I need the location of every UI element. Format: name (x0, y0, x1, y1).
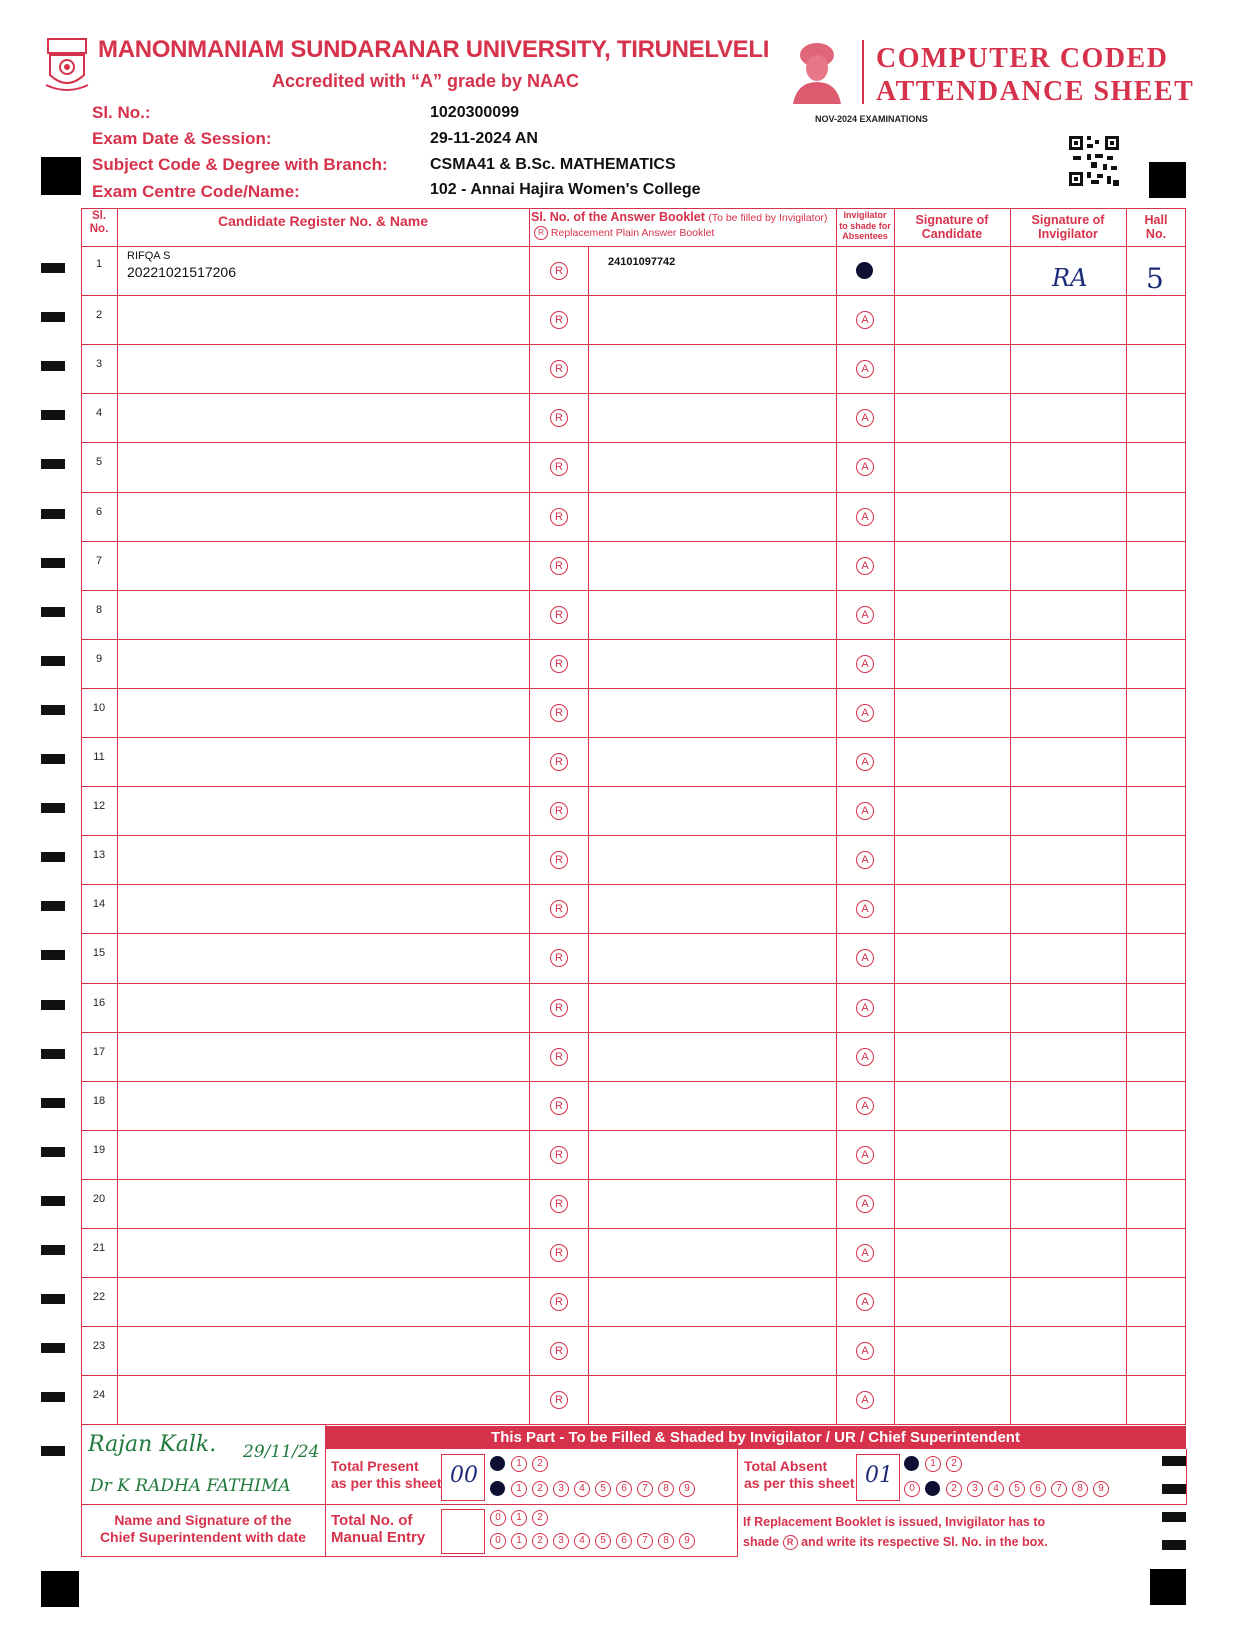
subject-label: Subject Code & Degree with Branch: (92, 155, 388, 174)
row-divider (81, 1130, 1186, 1131)
superintendent-signature: Rajan Kalk. (88, 1432, 217, 1457)
manual-digit-bubble[interactable]: 9 (679, 1533, 695, 1549)
invigilator-signature: RA (1052, 264, 1088, 292)
present-digit-bubble[interactable]: 4 (574, 1481, 590, 1497)
candidate-register-no: 20221021517206 (127, 264, 237, 280)
sheet-title: COMPUTER CODED ATTENDANCE SHEET (876, 43, 1195, 107)
row-number: 21 (92, 1242, 106, 1254)
row-divider (81, 1375, 1186, 1376)
absent-digit-bubble-filled[interactable] (904, 1456, 919, 1471)
timing-mark (41, 1245, 65, 1255)
replacement-bubble[interactable]: R (550, 508, 568, 526)
replacement-bubble[interactable]: R (550, 1097, 568, 1115)
manual-digit-bubble[interactable]: 1 (511, 1533, 527, 1549)
manual-digit-bubble[interactable]: 7 (637, 1533, 653, 1549)
absent-bubble[interactable]: A (856, 360, 874, 378)
row-number: 13 (92, 849, 106, 862)
timing-mark (1162, 1456, 1186, 1466)
replacement-bubble[interactable]: R (550, 900, 568, 918)
absent-bubble[interactable]: A (856, 458, 874, 476)
present-digit-bubble[interactable]: 9 (679, 1481, 695, 1497)
replacement-bubble[interactable]: R (550, 606, 568, 624)
manual-digit-bubble[interactable]: 3 (553, 1533, 569, 1549)
row-divider (81, 590, 1186, 591)
row-divider (81, 295, 1186, 296)
absent-bubble[interactable]: A (856, 802, 874, 820)
row-number: 2 (95, 309, 103, 322)
bottom-frame (1186, 1449, 1187, 1505)
row-divider (81, 1081, 1186, 1082)
row-number: 20 (92, 1192, 106, 1205)
row-divider (81, 1326, 1186, 1327)
col-header-candidate: Candidate Register No. & Name (217, 213, 429, 229)
present-digit-bubble[interactable]: 1 (511, 1481, 527, 1497)
present-digit-bubble[interactable]: 2 (532, 1456, 548, 1472)
row-number: 23 (92, 1340, 106, 1353)
bottom-frame (325, 1425, 326, 1557)
absent-bubble[interactable]: A (856, 1048, 874, 1066)
timing-mark (41, 705, 65, 715)
absent-bubble[interactable]: A (856, 1195, 874, 1213)
timing-mark (41, 312, 65, 322)
replacement-bubble[interactable]: R (550, 1293, 568, 1311)
replacement-bubble[interactable]: R (550, 1195, 568, 1213)
timing-mark (41, 656, 65, 666)
row-divider (81, 541, 1186, 542)
timing-mark (41, 410, 65, 420)
col-divider (894, 208, 895, 1425)
timing-mark (41, 754, 65, 764)
col-header-signature-candidate: Signature of Candidate (915, 213, 989, 241)
absent-bubble[interactable]: A (856, 1097, 874, 1115)
replacement-bubble[interactable]: R (550, 655, 568, 673)
col-header-hall: Hall No. (1144, 213, 1168, 241)
absent-bubble[interactable]: A (856, 1244, 874, 1262)
row-divider (81, 344, 1186, 345)
row-number: 19 (92, 1143, 106, 1156)
registration-mark (1150, 1569, 1186, 1605)
row-divider (81, 884, 1186, 885)
subject-value: CSMA41 & B.Sc. MATHEMATICS (430, 156, 676, 173)
absent-bubble[interactable]: A (856, 557, 874, 575)
replacement-bubble[interactable]: R (550, 999, 568, 1017)
timing-mark (41, 1098, 65, 1108)
timing-mark (41, 1196, 65, 1206)
bottom-banner: This Part - To be Filled & Shaded by Invigilator / UR / Chief Superintendent (325, 1426, 1186, 1449)
row-divider (81, 1179, 1186, 1180)
replacement-bubble[interactable]: R (550, 458, 568, 476)
absent-digit-bubble[interactable]: 4 (988, 1481, 1004, 1497)
bottom-frame (81, 1504, 1186, 1505)
manual-digit-bubble[interactable]: 0 (490, 1510, 506, 1526)
row-number: 12 (92, 800, 106, 813)
row-divider (81, 1228, 1186, 1229)
absent-digit-bubble[interactable]: 3 (967, 1481, 983, 1497)
absent-bubble[interactable]: A (856, 1293, 874, 1311)
col-divider (529, 208, 530, 1425)
row-divider (81, 688, 1186, 689)
row-number: 4 (95, 407, 103, 420)
absent-bubble[interactable]: A (856, 851, 874, 869)
row-divider (81, 393, 1186, 394)
replacement-bubble[interactable]: R (550, 1342, 568, 1360)
university-name: MANONMANIAM SUNDARANAR UNIVERSITY, TIRUNELVELI (98, 36, 770, 63)
centre-label: Exam Centre Code/Name: (92, 182, 300, 201)
row-number: 14 (92, 898, 106, 911)
timing-mark (41, 607, 65, 617)
sl-no-value: 1020300099 (430, 104, 519, 121)
timing-mark (41, 1000, 65, 1010)
replacement-bubble[interactable]: R (550, 1048, 568, 1066)
timing-mark (1162, 1512, 1186, 1522)
col-divider (1126, 208, 1127, 1425)
manual-digit-bubble[interactable]: 1 (511, 1510, 527, 1526)
replacement-icon: R (783, 1535, 798, 1550)
row-divider (81, 786, 1186, 787)
absent-bubble[interactable]: A (856, 606, 874, 624)
replacement-bubble[interactable]: R (550, 753, 568, 771)
present-digit-bubble[interactable]: 8 (658, 1481, 674, 1497)
bottom-frame (81, 1556, 738, 1557)
absent-bubble[interactable]: A (856, 508, 874, 526)
exam-date-value: 29-11-2024 AN (430, 130, 538, 147)
timing-mark (41, 263, 65, 273)
row-divider (81, 639, 1186, 640)
replacement-bubble[interactable]: R (550, 1391, 568, 1409)
exam-date-label: Exam Date & Session: (92, 129, 272, 148)
row-divider (81, 835, 1186, 836)
manual-digit-bubble[interactable]: 5 (595, 1533, 611, 1549)
absent-digit-bubble[interactable]: 5 (1009, 1481, 1025, 1497)
absent-bubble[interactable]: A (856, 1146, 874, 1164)
absent-bubble[interactable]: A (856, 949, 874, 967)
row-number: 17 (92, 1045, 106, 1058)
replacement-bubble[interactable]: R (550, 949, 568, 967)
col-divider (836, 208, 837, 1425)
absent-digit-bubble[interactable]: 7 (1051, 1481, 1067, 1497)
timing-mark (41, 1343, 65, 1353)
booklet-subheader: R Replacement Plain Answer Booklet (534, 226, 714, 240)
replacement-bubble[interactable]: R (550, 802, 568, 820)
row-number: 3 (95, 358, 103, 371)
superintendent-name: Dr K RADHA FATHIMA (90, 1476, 291, 1496)
sl-no-label: Sl. No.: (92, 103, 151, 122)
row-divider (81, 1277, 1186, 1278)
row-divider (81, 492, 1186, 493)
replacement-bubble[interactable]: R (550, 1244, 568, 1262)
absent-digit-bubble[interactable]: 0 (904, 1481, 920, 1497)
absent-bubble[interactable]: A (856, 999, 874, 1017)
row-number: 7 (95, 554, 103, 567)
row-number: 9 (95, 652, 103, 665)
col-header-sl: Sl. No. (89, 210, 109, 235)
timing-mark (41, 361, 65, 371)
candidate-name: RIFQA S (127, 250, 171, 262)
row-number: 8 (95, 603, 103, 616)
absent-bubble[interactable]: A (856, 1342, 874, 1360)
row-number: 10 (92, 701, 106, 714)
absent-digit-bubble[interactable]: 9 (1093, 1481, 1109, 1497)
row-divider (81, 933, 1186, 934)
row-number: 22 (92, 1291, 106, 1304)
timing-mark (41, 1446, 65, 1456)
timing-mark (41, 950, 65, 960)
row-divider (81, 442, 1186, 443)
col-header-invigilator-absent: Invigilator to shade for Absentees (839, 210, 891, 241)
manual-entry-label: Total No. of Manual Entry (331, 1512, 426, 1546)
present-digit-bubble[interactable]: 1 (511, 1456, 527, 1472)
present-digit-bubble[interactable]: 3 (553, 1481, 569, 1497)
absent-bubble[interactable]: A (856, 900, 874, 918)
timing-mark (41, 1294, 65, 1304)
replacement-bubble[interactable]: R (550, 311, 568, 329)
total-present-label: Total Present as per this sheet (331, 1458, 442, 1491)
timing-mark (41, 852, 65, 862)
centre-value: 102 - Annai Hajira Women's College (430, 181, 701, 198)
absent-bubble[interactable]: A (856, 655, 874, 673)
timing-mark (41, 901, 65, 911)
timing-mark (1162, 1484, 1186, 1494)
present-digit-bubble-filled[interactable] (490, 1456, 505, 1471)
absent-digit-bubble[interactable]: 2 (946, 1456, 962, 1472)
bottom-frame (737, 1449, 738, 1557)
absent-bubble[interactable]: A (856, 409, 874, 427)
header-divider (862, 40, 864, 104)
col-header-booklet: Sl. No. of the Answer Booklet (To be filled by Invigilator) (531, 210, 828, 224)
timing-mark (41, 509, 65, 519)
superintendent-label: Name and Signature of the Chief Superintendent with date (99, 1512, 307, 1545)
absent-bubble[interactable]: A (856, 704, 874, 722)
replacement-bubble[interactable]: R (550, 704, 568, 722)
row-divider (81, 737, 1186, 738)
timing-mark (41, 558, 65, 568)
replacement-bubble[interactable]: R (550, 262, 568, 280)
timing-mark (41, 1147, 65, 1157)
row-number: 6 (95, 505, 103, 518)
col-header-signature-invigilator: Signature of Invigilator (1031, 213, 1105, 241)
founder-portrait (789, 40, 845, 104)
absent-bubble[interactable]: A (856, 1391, 874, 1409)
row-number: 11 (93, 751, 105, 763)
timing-mark (41, 1049, 65, 1059)
row-divider (81, 983, 1186, 984)
manual-digit-bubble[interactable]: 2 (532, 1510, 548, 1526)
present-digit-bubble[interactable]: 6 (616, 1481, 632, 1497)
header-divider-line (81, 246, 1186, 247)
exam-tag: NOV-2024 EXAMINATIONS (815, 114, 928, 124)
timing-mark (41, 803, 65, 813)
row-number: 15 (92, 947, 106, 960)
col-divider (117, 208, 118, 1425)
answer-booklet-number[interactable]: 24101097742 (608, 256, 676, 268)
row-divider (81, 1032, 1186, 1033)
timing-mark (41, 1392, 65, 1402)
timing-mark (41, 459, 65, 469)
manual-digit-bubble[interactable]: 4 (574, 1533, 590, 1549)
registration-mark (1149, 162, 1186, 198)
attendance-table (81, 208, 1186, 1425)
col-divider (1010, 208, 1011, 1425)
present-digit-bubble[interactable]: 2 (532, 1481, 548, 1497)
replacement-bubble[interactable]: R (550, 557, 568, 575)
replacement-bubble[interactable]: R (550, 409, 568, 427)
row-number: 5 (95, 456, 103, 469)
total-present-value: 00 (450, 1463, 478, 1488)
absent-bubble[interactable]: A (856, 311, 874, 329)
registration-mark (41, 157, 81, 195)
row-number: 1 (95, 258, 103, 270)
manual-digit-bubble[interactable]: 6 (616, 1533, 632, 1549)
absent-bubble[interactable]: A (856, 753, 874, 771)
manual-entry-box[interactable] (441, 1509, 485, 1554)
total-absent-value: 01 (865, 1463, 893, 1488)
replacement-bubble[interactable]: R (550, 360, 568, 378)
present-digit-bubble-filled[interactable] (490, 1481, 505, 1496)
absent-bubble-filled[interactable] (856, 262, 873, 279)
registration-mark (41, 1571, 79, 1607)
timing-mark (1162, 1540, 1186, 1550)
manual-digit-bubble[interactable]: 8 (658, 1533, 674, 1549)
total-absent-label: Total Absent as per this sheet (744, 1458, 855, 1491)
replacement-icon: R (534, 226, 548, 240)
university-logo (44, 37, 90, 93)
row-number: 18 (92, 1094, 106, 1107)
qr-code (1069, 136, 1119, 186)
manual-digit-bubble[interactable]: 2 (532, 1533, 548, 1549)
absent-digit-bubble-filled[interactable] (925, 1481, 940, 1496)
replacement-bubble[interactable]: R (550, 1146, 568, 1164)
replacement-bubble[interactable]: R (550, 851, 568, 869)
absent-digit-bubble[interactable]: 6 (1030, 1481, 1046, 1497)
present-digit-bubble[interactable]: 5 (595, 1481, 611, 1497)
present-digit-bubble[interactable]: 7 (637, 1481, 653, 1497)
absent-digit-bubble[interactable]: 1 (925, 1456, 941, 1472)
manual-digit-bubble[interactable]: 0 (490, 1533, 506, 1549)
accreditation-text: Accredited with “A” grade by NAAC (272, 71, 580, 91)
superintendent-date: 29/11/24 (243, 1442, 320, 1462)
replacement-note: If Replacement Booklet is issued, Invigilator has to shade R and write its respective Sl. No. in the box. (743, 1515, 1048, 1549)
row-number: 16 (92, 996, 106, 1009)
row-number: 24 (92, 1389, 106, 1402)
hall-number: 5 (1146, 262, 1164, 295)
absent-digit-bubble[interactable]: 2 (946, 1481, 962, 1497)
absent-digit-bubble[interactable]: 8 (1072, 1481, 1088, 1497)
